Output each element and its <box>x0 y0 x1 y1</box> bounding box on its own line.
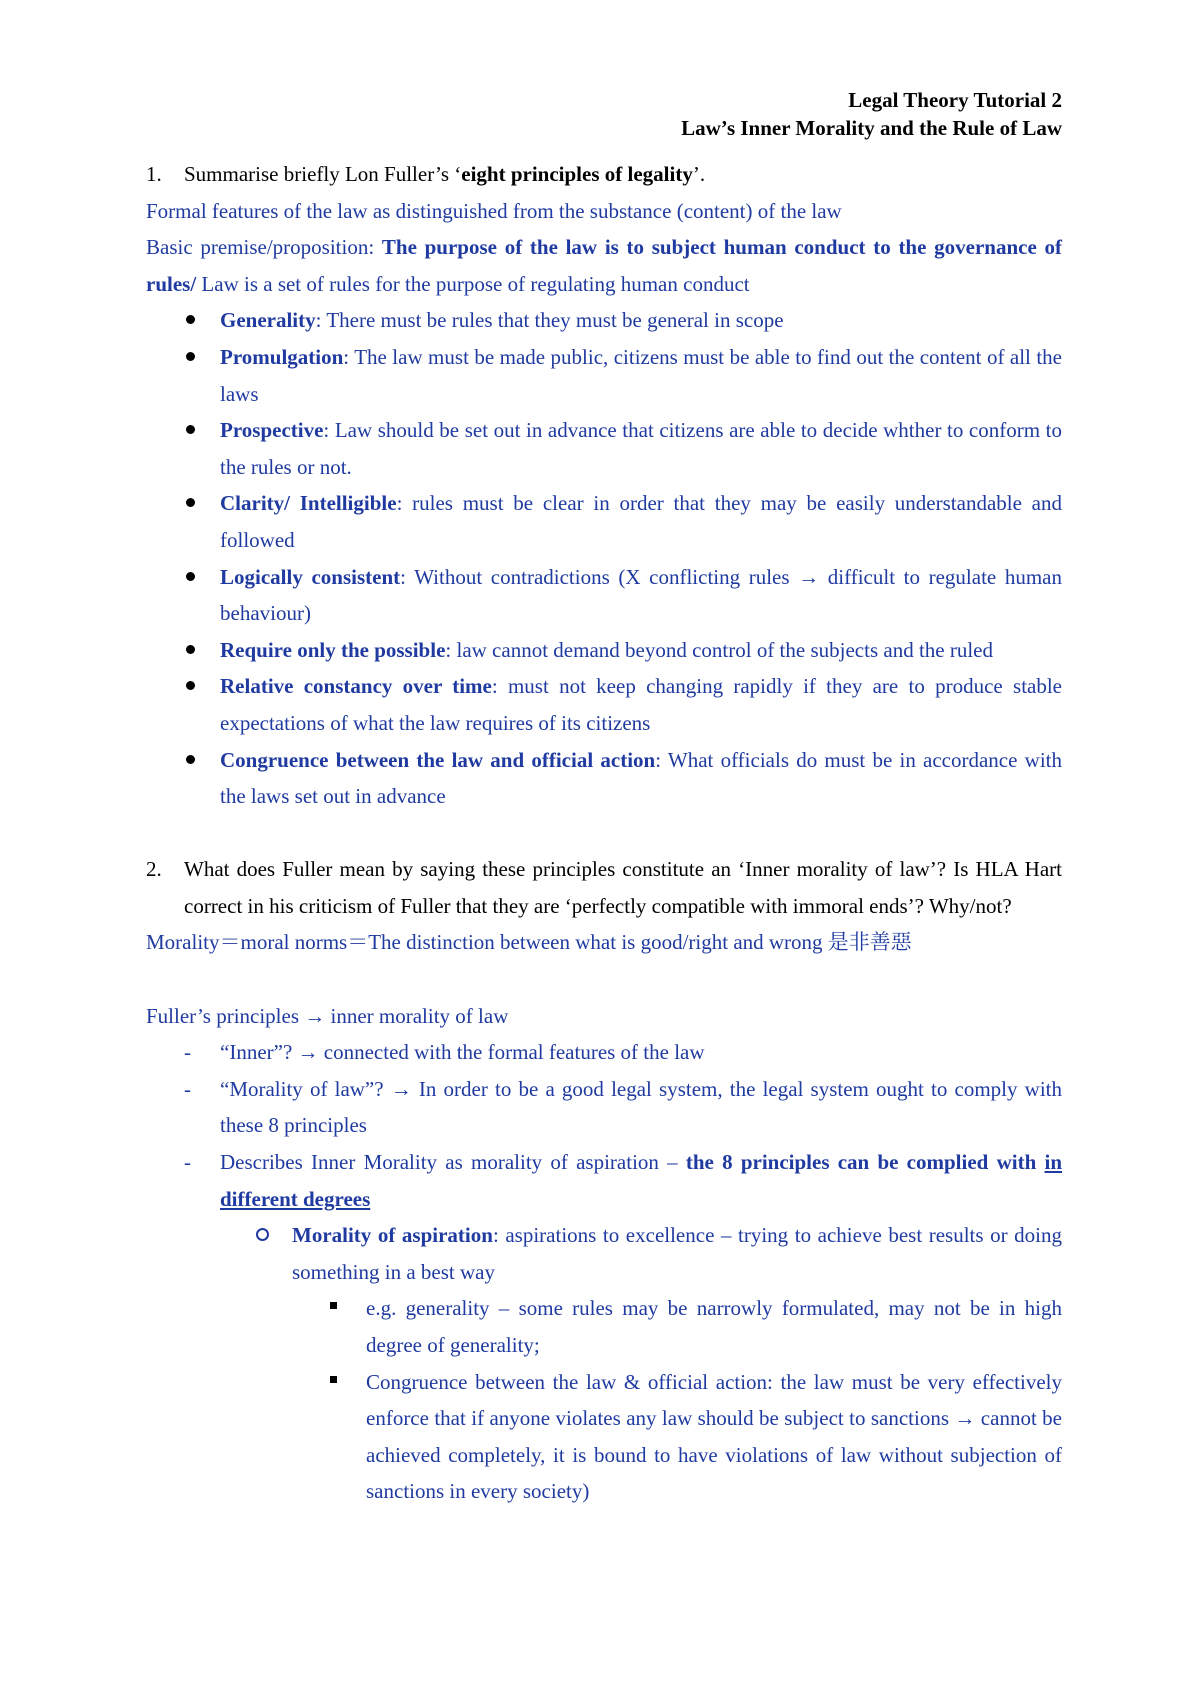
square-bullet-icon <box>330 1302 337 1309</box>
dash-text: “Inner”? → connected with the formal features of the law <box>220 1040 705 1065</box>
aspiration-term: Morality of aspiration <box>292 1223 493 1248</box>
dash-text-underlined: in different degrees <box>220 1150 1062 1211</box>
list-item <box>146 559 1062 632</box>
principle-term: Clarity/ Intelligible <box>220 491 397 516</box>
list-item <box>146 742 1062 815</box>
question-number: 1. <box>146 162 162 186</box>
fuller-dash-list <box>146 1034 1062 1217</box>
principle-desc: : Without contradictions (X conflicting rules → difficult to regulate human behaviour) <box>220 564 1062 626</box>
list-item <box>146 412 1062 485</box>
principle-term: Congruence between the law and official action <box>220 747 656 772</box>
spacer <box>146 961 1062 998</box>
principle-term: Require only the possible <box>220 637 446 662</box>
principle-desc: : Law should be set out in advance that citizens are able to decide whther to conform to the rules or not. <box>220 418 1062 479</box>
question-1-bold: eight principles of legality <box>461 162 693 186</box>
principle-term: Promulgation <box>220 344 344 369</box>
dash-icon: - <box>184 1040 191 1065</box>
list-item <box>146 302 1062 339</box>
list-item <box>146 1034 1062 1071</box>
document-header <box>681 86 1062 142</box>
formal-features-line: Formal features of the law as distinguished from the substance (content) of the law <box>146 198 842 223</box>
question-1 <box>146 156 1062 193</box>
bullet-icon <box>186 572 195 581</box>
header-title: Legal Theory Tutorial 2 <box>848 88 1062 112</box>
bullet-icon <box>186 498 195 507</box>
document-body <box>146 156 1062 1510</box>
list-item <box>146 339 1062 412</box>
list-item <box>146 668 1062 741</box>
principle-term: Generality <box>220 308 316 333</box>
principle-term: Relative constancy over time <box>220 674 492 699</box>
circle-bullet-icon <box>256 1228 269 1241</box>
bullet-icon <box>186 352 195 361</box>
dash-text: “Morality of law”? → In order to be a good legal system, the legal system ought to comply with these 8 principles <box>220 1076 1062 1138</box>
list-item <box>146 632 1062 669</box>
bullet-icon <box>186 315 195 324</box>
principle-desc: : must not keep changing rapidly if they are to produce stable expectations of what the law requires of its citizens <box>220 674 1062 735</box>
dash-icon: - <box>184 1150 191 1175</box>
premise-rest: Law is a set of rules for the purpose of regulating human conduct <box>196 271 750 296</box>
bullet-icon <box>186 425 195 434</box>
principle-desc: : law cannot demand beyond control of the subjects and the ruled <box>445 637 993 662</box>
square-bullet-icon <box>330 1376 337 1383</box>
bullet-icon <box>186 681 195 690</box>
principle-desc: : The law must be made public, citizens must be able to find out the content of all the laws <box>220 344 1062 406</box>
dash-text-bold: the 8 principles can be complied with <box>685 1150 1045 1175</box>
sub-item-text: Congruence between the law & official action: the law must be very effectively enforce that if anyone violates any law should be subject to sanctions → cannot be achieved completely, it is bound to have violations of law without subjection of sanctions in every society) <box>366 1369 1062 1504</box>
list-item <box>146 1071 1062 1144</box>
spacer <box>146 815 1062 852</box>
fuller-heading: Fuller’s principles → inner morality of law <box>146 1003 509 1028</box>
principle-term: Logically consistent <box>220 564 401 589</box>
sub-item-congruence <box>146 1364 1062 1510</box>
premise-bold: The purpose of the law is to subject human conduct to the governance of rules/ <box>146 235 1062 296</box>
question-1-text-pre: Summarise briefly Lon Fuller’s ‘ <box>184 162 462 186</box>
list-item <box>146 485 1062 558</box>
principles-list <box>146 302 1062 814</box>
question-number: 2. <box>146 857 162 882</box>
aspiration-desc: : aspirations to excellence – trying to achieve best results or doing something in a best way <box>292 1223 1063 1284</box>
premise-label: Basic premise/proposition: <box>146 235 382 260</box>
header-subtitle: Law’s Inner Morality and the Rule of Law <box>681 116 1062 140</box>
bullet-icon <box>186 755 195 764</box>
dash-text-pre: Describes Inner Morality as morality of aspiration – <box>220 1150 686 1175</box>
principle-desc: : rules must be clear in order that they may be easily understandable and followed <box>220 491 1062 552</box>
sub-item-generality <box>146 1290 1062 1363</box>
morality-definition: Morality＝moral norms＝The distinction between what is good/right and wrong 是非善惡 <box>146 930 912 955</box>
bullet-icon <box>186 645 195 654</box>
principle-desc: : There must be rules that they must be general in scope <box>315 308 784 333</box>
dash-icon: - <box>184 1076 191 1101</box>
question-2-text: What does Fuller mean by saying these principles constitute an ‘Inner morality of law’? Is HLA Hart correct in his criticism of Fuller that they are ‘perfectly compatible with immoral ends’? Why/not? <box>184 857 1062 918</box>
aspiration-item <box>146 1217 1062 1290</box>
principle-term: Prospective <box>220 418 324 443</box>
principle-desc: : What officials do must be in accordance with the laws set out in advance <box>220 747 1062 809</box>
question-2 <box>146 851 1062 924</box>
basic-premise-paragraph <box>146 229 1062 302</box>
question-1-text-post: ’. <box>692 162 706 186</box>
sub-item-text: e.g. generality – some rules may be narrowly formulated, may not be in high degree of generality; <box>366 1296 1062 1357</box>
list-item <box>146 1144 1062 1217</box>
